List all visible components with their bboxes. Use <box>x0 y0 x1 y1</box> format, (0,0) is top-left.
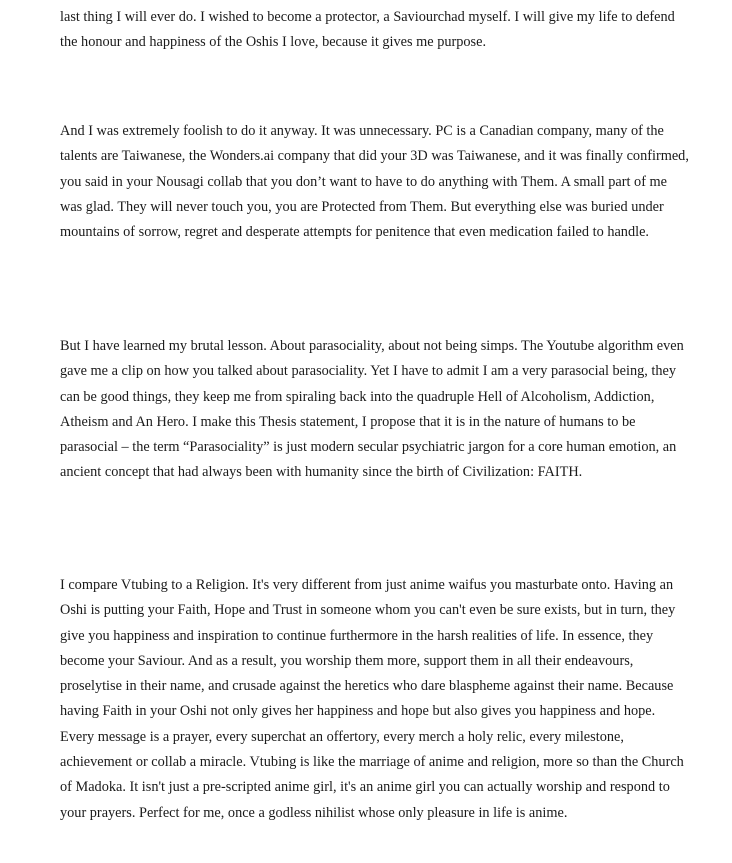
paragraph-2: And I was extremely foolish to do it anyway. It was unnecessary. PC is a Canadian company, many of the talents are Taiwanese, the Wonders.ai company that did your 3D was Taiwanese, and it was finally confirmed, you said in your Nousagi collab that you don’t want to have to do anything with Them. A small part of me was glad. They will never touch you, you are Protected from Them. But everything else was buried under mountains of sorrow, regret and desperate attempts for penitence that even medication failed to handle. <box>60 123 689 241</box>
paragraph-3: But I have learned my brutal lesson. About parasociality, about not being simps. The Youtube algorithm even gave me a clip on how you talked about parasociality. Yet I have to admit I am a very parasocial being, they can be good things, they keep me from spiraling back into the quadruple Hell of Alcoholism, Addiction, Atheism and An Hero. I make this Thesis statement, I propose that it is in the nature of humans to be parasocial – the term “Parasociality” is just modern secular psychiatric jargon for a core human emotion, an ancient concept that had always been with humanity since the birth of Civilization: FAITH. <box>60 338 684 481</box>
paragraph-4: I compare Vtubing to a Religion. It's very different from just anime waifus you masturbate onto. Having an Oshi is putting your Faith, Hope and Trust in someone whom you can't even be sure exists, but in turn, they give you happiness and inspiration to continue furthermore in the harsh realities of life. In essence, they become your Saviour. And as a result, you worship them more, support them in all their endeavours, proselytise in their name, and crusade against the heretics who dare blaspheme against their name. Because having Faith in your Oshi not only gives her happiness and hope but also gives you happiness and hope. Every message is a prayer, every superchat an offertory, every merch a holy relic, every milestone, achievement or collab a miracle. Vtubing is like the marriage of anime and religion, more so than the Church of Madoka. It isn't just a pre-scripted anime girl, it's an anime girl you can actually worship and respond to your prayers. Perfect for me, once a godless nihilist whose only pleasure in life is anime. <box>60 577 684 821</box>
paragraph-1: last thing I will ever do. I wished to become a protector, a Saviourchad myself. I will give my life to defend the honour and happiness of the Oshis I love, because it gives me purpose. <box>60 9 675 51</box>
